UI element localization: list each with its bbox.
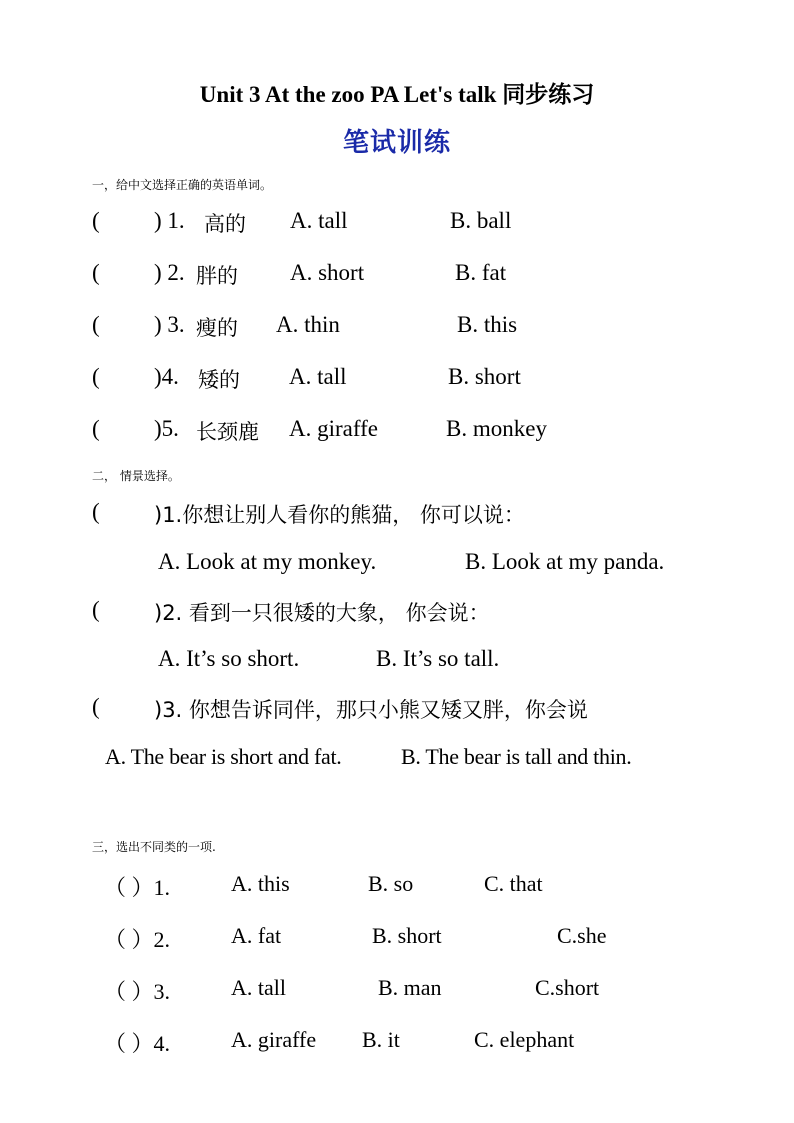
- option-a: A. giraffe: [289, 416, 378, 441]
- answer-paren: (: [92, 312, 100, 337]
- option-a: A. tall: [231, 975, 286, 1000]
- option-a: A. giraffe: [231, 1027, 317, 1052]
- question-number: )4.: [154, 364, 179, 389]
- option-a: A. It’s so short.: [158, 646, 300, 671]
- answer-paren: (: [92, 694, 100, 719]
- answer-paren: (: [92, 416, 100, 441]
- s2-question-row: [0, 694, 794, 728]
- chinese-word: 矮的: [198, 368, 240, 392]
- worksheet-subtitle: 笔试训练: [342, 128, 451, 158]
- option-c: C.short: [535, 975, 600, 1000]
- option-a: A. tall: [290, 208, 348, 233]
- chinese-word: 瘦的: [196, 316, 238, 340]
- option-b: B. short: [372, 923, 442, 948]
- option-a: A. Look at my monkey.: [158, 549, 377, 574]
- s2-options-row: [0, 744, 794, 778]
- s2-question-row: [0, 597, 794, 631]
- option-a: A. thin: [276, 312, 340, 337]
- option-b: B. It’s so tall.: [376, 646, 500, 671]
- option-b: B. monkey: [446, 416, 547, 441]
- answer-paren: （ ）3.: [104, 979, 171, 1004]
- question-text: )3. 你想告诉同伴，那只小熊又矮又胖，你会说: [154, 698, 588, 722]
- option-a: A. tall: [289, 364, 347, 389]
- option-b: B. this: [457, 312, 518, 337]
- s3-question-row: [0, 923, 794, 957]
- answer-paren: （ ）2.: [104, 927, 171, 952]
- section1-heading: 一，给中文选择正确的英语单词。: [92, 178, 273, 192]
- chinese-word: 高的: [204, 212, 246, 236]
- s2-question-row: [0, 499, 794, 533]
- s2-options-row: [0, 549, 794, 583]
- answer-paren: (: [92, 499, 100, 524]
- answer-paren: （ ）1.: [104, 875, 171, 900]
- s1-question-row: [0, 260, 794, 294]
- question-text: )2. 看到一只很矮的大象， 你会说：: [154, 601, 490, 625]
- answer-paren: (: [92, 364, 100, 389]
- option-c: C. that: [484, 871, 543, 896]
- option-b: B. so: [368, 871, 414, 896]
- s1-question-row: [0, 364, 794, 398]
- s3-question-row: [0, 975, 794, 1009]
- question-number: )5.: [154, 416, 179, 441]
- s1-question-row: [0, 416, 794, 450]
- question-text: )1.你想让别人看你的熊猫， 你可以说：: [154, 503, 525, 527]
- option-c: C. elephant: [474, 1027, 575, 1052]
- s3-question-row: [0, 871, 794, 905]
- option-b: B. ball: [450, 208, 512, 233]
- answer-paren: (: [92, 260, 100, 285]
- option-a: A. this: [231, 871, 290, 896]
- s2-options-row: [0, 646, 794, 680]
- option-b: B. man: [378, 975, 442, 1000]
- option-b: B. Look at my panda.: [465, 549, 665, 574]
- option-b: B. fat: [455, 260, 507, 285]
- section2-heading: 二， 情景选择。: [92, 469, 180, 483]
- chinese-word: 长颈鹿: [196, 420, 259, 444]
- question-number: ) 1.: [154, 208, 185, 233]
- question-number: ) 2.: [154, 260, 185, 285]
- option-b: B. short: [448, 364, 521, 389]
- s1-question-row: [0, 208, 794, 242]
- answer-paren: （ ）4.: [104, 1031, 171, 1056]
- question-number: ) 3.: [154, 312, 185, 337]
- option-a: A. short: [290, 260, 365, 285]
- option-c: C.she: [557, 923, 607, 948]
- answer-paren: (: [92, 208, 100, 233]
- option-a: A. The bear is short and fat.: [105, 744, 342, 769]
- answer-paren: (: [92, 597, 100, 622]
- option-b: B. The bear is tall and thin.: [401, 744, 632, 769]
- option-a: A. fat: [231, 923, 282, 948]
- chinese-word: 胖的: [196, 264, 238, 288]
- worksheet-title: Unit 3 At the zoo PA Let's talk 同步练习: [199, 82, 595, 107]
- s3-question-row: [0, 1027, 794, 1061]
- option-b: B. it: [362, 1027, 400, 1052]
- section3-heading: 三，选出不同类的一项.: [92, 840, 216, 854]
- s1-question-row: [0, 312, 794, 346]
